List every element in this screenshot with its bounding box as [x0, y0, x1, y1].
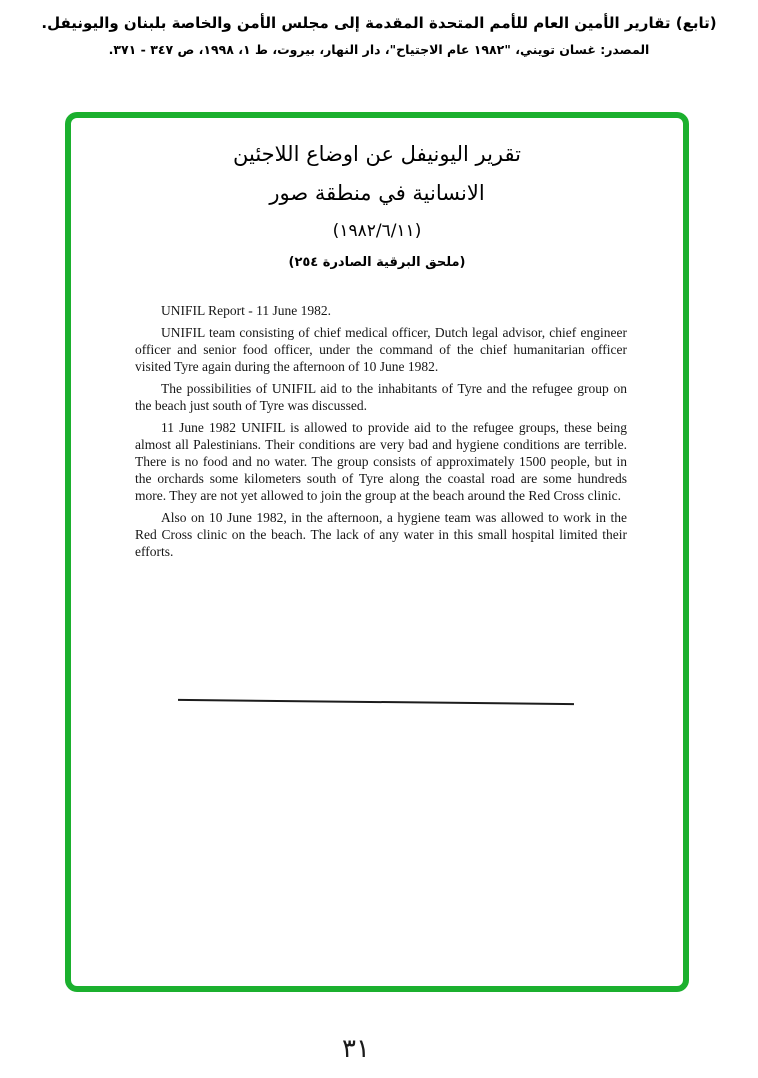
report-title-annex-note: (ملحق البرقية الصادرة ٢٥٤) [288, 255, 466, 270]
report-title-block [71, 142, 683, 270]
report-paragraph: The possibilities of UNIFIL aid to the inhabitants of Tyre and the refugee group on the beach just south of Tyre was discussed. [135, 381, 627, 413]
report-title-date: (١٩٨٢/٦/١١) [332, 221, 422, 241]
report-frame [65, 112, 689, 992]
report-title-line-1: تقرير اليونيفل عن اوضاع اللاجئين [233, 142, 521, 166]
report-paragraph: UNIFIL Report - 11 June 1982. [161, 303, 331, 318]
header-title-line: (تابع) تقارير الأمين العام للأمم المتحدة المقدمة إلى مجلس الأمن والخاصة بلبنان واليونيفل. [41, 14, 717, 32]
page-number: ٣١ [342, 1034, 370, 1064]
report-paragraph: 11 June 1982 UNIFIL is allowed to provide aid to the refugee groups, these being almost all Palestinians. Their conditions are very bad and hygiene conditions are terrible. There is no food and no water. The group consists of approximately 1500 people, but in the orchards some kilometers south of Tyre along the coastal road are some hundreds more. They are not yet allowed to join the group at the beach around the Red Cross clinic. [135, 420, 627, 503]
document-header [0, 14, 758, 57]
header-source-line: المصدر: غسان تويني، "١٩٨٢ عام الاجتياح"، دار النهار، بيروت، ط ١، ١٩٩٨، ص ٣٤٧ - ٣٧١. [108, 42, 650, 57]
report-body-text [135, 302, 627, 565]
divider-line [178, 699, 574, 705]
report-title-line-2: الانسانية في منطقة صور [269, 181, 485, 205]
report-paragraph: UNIFIL team consisting of chief medical officer, Dutch legal advisor, chief engineer officer and senior food officer, under the command of the chief humanitarian officer visited Tyre again during the afternoon of 10 June 1982. [135, 325, 627, 374]
report-paragraph: Also on 10 June 1982, in the afternoon, a hygiene team was allowed to work in the Red Cross clinic on the beach. The lack of any water in this small hospital limited their efforts. [135, 510, 627, 559]
